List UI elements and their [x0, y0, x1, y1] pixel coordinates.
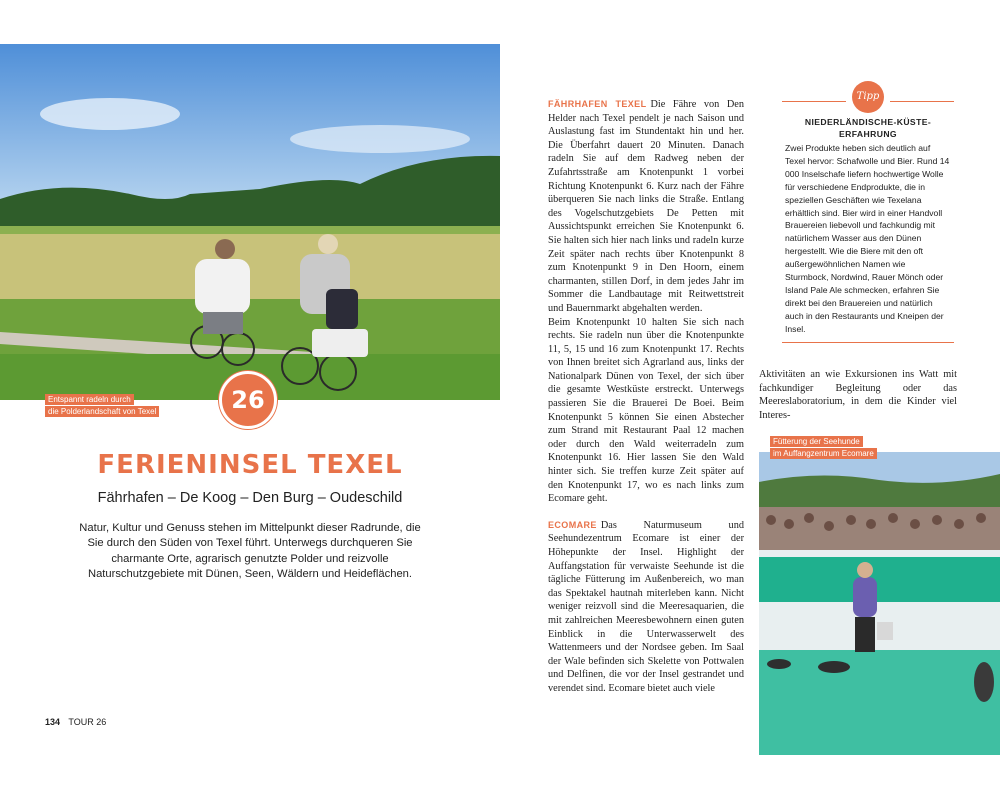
tipp-rule-bottom [782, 342, 954, 343]
page-title: FERIENINSEL TEXEL [97, 450, 403, 480]
page-footer [45, 717, 106, 727]
intro-text: Natur, Kultur und Genuss stehen im Mittelpunkt dieser Radrunde, die Sie durch den Süden von Texel führt. Unterwegs durchqueren Sie charmante Orte, agrarisch genutzte Polder und reizvolle Naturschutzgebiete mit Dünen, Seen, Wäldern und Heideflächen. [79, 522, 421, 581]
tipp-heading-line-2: ERFAHRUNG [838, 129, 898, 139]
right-column-text: Aktivitäten an wie Exkursionen ins Watt mit fachkundiger Begleitung oder das Meereslaboratorium, in dem die Kinder viel Interes- [759, 369, 957, 421]
seal-caption-line-1: Fütterung der Seehunde [770, 436, 863, 447]
tipp-rule-right [890, 101, 954, 102]
main-text-column [548, 98, 744, 696]
section-heading-faehrhafen: FÄHRHAFEN TEXEL [548, 99, 647, 109]
photo-caption-line-2: die Polderlandschaft von Texel [45, 406, 159, 417]
tipp-heading [782, 116, 954, 140]
section-ecomare [548, 519, 744, 696]
cyclists-photo [0, 44, 500, 400]
tipp-heading-line-1: NIEDERLÄNDISCHE-KÜSTE- [804, 117, 932, 127]
tour-number-badge: 26 [219, 371, 277, 429]
section-heading-ecomare: ECOMARE [548, 519, 597, 530]
tipp-rule-left [782, 101, 846, 102]
seal-feeding-photo [759, 452, 1000, 755]
running-head: TOUR 26 [68, 717, 107, 727]
section-faehrhafen [548, 98, 744, 316]
section-text-faehrhafen-2: Beim Knotenpunkt 10 halten Sie sich nach rechts. Sie radeln nun über die Knotenpunkte 11, 5, 15 und 16 zum Knotenpunkt 17. Rechts von Ihnen breitet sich Agrarland aus, links der Nationalpark Dünen von Texel, der sich über die gesamte Westküste erstreckt. Unterwegs passieren Sie die Brauerei De Boei. Beim Knotenpunkt 5 können Sie einen Abstecher zum Strand mit Restaurant Paal 12 machen oder durch den Wald weiterradeln zum Knotenpunkt 16. Hier lassen Sie den Wald hinter sich. Sie treffen kurze Zeit später auf den Knotenpunkt 17, wo es nach links zum Ecomare geht. [548, 316, 744, 505]
photo-caption-line-1: Entspannt radeln durch [45, 394, 134, 405]
tipp-badge: Tipp [852, 81, 884, 113]
tipp-text: Zwei Produkte heben sich deutlich auf Texel hervor: Schafwolle und Bier. Rund 14 000 Inselschafe liefern hochwertige Wolle für verschiedene Endprodukte, die in speziellen Geschäften wie Texelana erhältlich sind. Bier wird in einer Handvoll Brauereien liebevoll und fachkundig mit natürlichem Wasser aus den Dünen hergestellt. Wie die Biere mit den oft außergewöhnlichen Namen wie Sturmbock, Nordwind, Rauer Mönch oder Island Pale Ale schmecken, erfahren Sie direkt bei den Brauereien und natürlich auch in den Restaurants und Kneipen der Insel. [785, 143, 950, 334]
route-subtitle: Fährhafen – De Koog – Den Burg – Oudeschild [97, 490, 403, 506]
right-text-column [759, 368, 957, 422]
section-text-ecomare: Das Naturmuseum und Seehundezentrum Ecomare ist einer der Höhepunkte der Insel. Highlight der Auffangstation für verwaiste Seehunde ist die tägliche Fütterung im Außenbereich, wo man das Spektakel hautnah miterleben kann. Nicht weniger reizvoll sind die Meeresaquarien, die mit zahlreichen Meeresbewohnern einen guten Einblick in die Unterwasserwelt des Wattenmeers und der Nordsee geben. Im Saal der Wale befinden sich Skelette von Pottwalen und Delfinen, die vor der Insel gestrandet und verendet sind. Ecomare bietet auch viele [548, 519, 744, 694]
section-text-faehrhafen: Die Fähre von Den Helder nach Texel pendelt je nach Saison und Auslastung fast im Stundentakt hin und her. Die Überfahrt dauert 20 Minuten. Danach radeln Sie auf dem Radweg neben der Zufahrtsstraße am Knotenpunkt 1 vorbei Richtung Knotenpunkt 6. Kurz nach der Fähre überqueren Sie nach links die Straße. Entlang des Vogelschutzgebiets De Petten mit Aussichtspunkt erreichen Sie Knotenpunkt 6. Sie halten sich hier nach links und radeln kurze Zeit später nach rechts über Knotenpunkt 8 zum Knotenpunkt 9 in Den Hoorn, einem charmanten, stillen Dorf, in dem jedes Jahr im Sommer die Landbautage mit Reitwettstreit und Bauernmarkt abgehalten werden. [548, 99, 744, 314]
page-number: 134 [45, 717, 61, 727]
seal-caption-line-2: im Auffangzentrum Ecomare [770, 448, 877, 459]
